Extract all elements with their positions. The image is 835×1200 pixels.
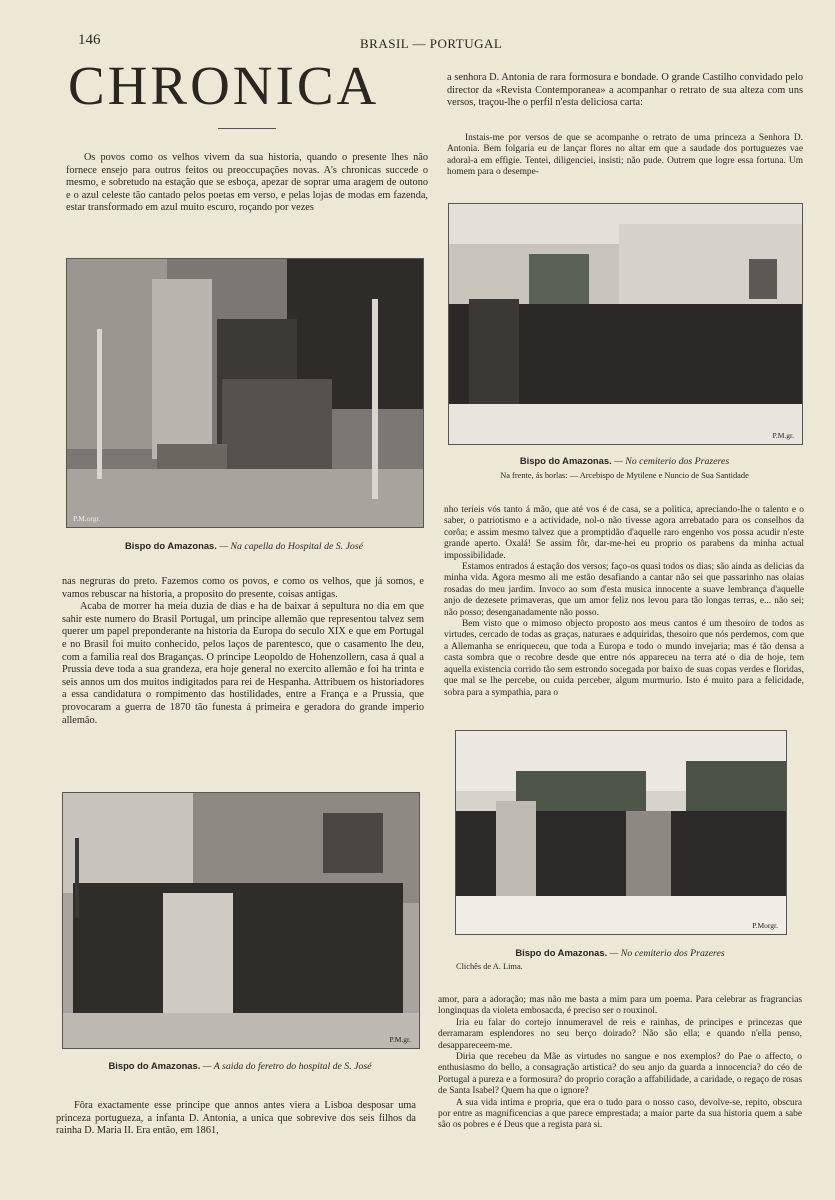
caption-italic: — Na capella do Hospital de S. José <box>219 541 363 552</box>
title-divider <box>218 128 276 129</box>
caption-cemetery-1 <box>448 455 801 468</box>
paragraph: nho terieis vós tanto á mão, que até vos é de casa, se a politica, apreciando-lhe o talento e o saber, o patriotismo e a actividade, nol-o não tivesse agora arrebatado para os conselhos da corôa; e assim mesmo talvez que a promptidão d'aquelle raro engenho vos possa acudir n'este grande aperto. Oxalá! Se assim fôr, dar-me-hei eu proprio os parabens da minha actual impossibilidade. <box>444 505 804 561</box>
caption-bold: Bispo do Amazonas. <box>108 1060 201 1071</box>
paragraph: amor, para a adoração; mas não me basta a mim para um poema. Para celebrar as fragrancias longinquas da violeta embosacda, é preciso ser o rouxinol. <box>438 995 802 1017</box>
caption-bold: Bispo do Amazonas. <box>125 540 217 551</box>
photo-cemetery-1 <box>448 203 803 445</box>
photo-signature: P.Morgr. <box>752 921 778 930</box>
paragraph: Acaba de morrer ha meia duzia de dias e ha de baixar á sepultura no dia em que sahir este numero do Brasil Portugal, um principe allemão que representou talvez sem querer um papel preponderante na historia da Europa do seculo XIX e que em Portugal e no Brasil foi muito conhecido, pelos laços de parentesco, que o casamento lhe deu, com a familia real dos Braganças. O principe Leopoldo de Hohenzollern, casa á qual a Prussia deve toda a sua grandeza, era hoje general no exercito allemão e foi ha trinta e seis annos um dos muitos indigitados para rei de Hespanha. Attribuem os historiadores a essa candidatura o rompimento das hostilidades, entre a França e a Prussia, que provocaram a guerra de 1870 tão funesta á primeira e geradora do grande imperio allemão. <box>62 601 424 726</box>
paragraph: Iria eu falar do cortejo innumeravel de reis e rainhas, de principes e princezas que derramaram esplendores no seu berço doirado? Não são ella; e quando n'ella penso, desappareceem-me. <box>438 1017 802 1051</box>
paragraph: Fôra exactamente esse principe que annos antes viera a Lisboa desposar uma princeza portugueza, a infanta D. Antonia, a unica que sobrevive dos seis filhos da rainha D. Maria II. Era então, em 1861, <box>56 1100 416 1137</box>
running-title: BRASIL — PORTUGAL <box>360 36 503 51</box>
right-column-body <box>444 505 804 699</box>
caption-bold: Bispo do Amazonas. <box>515 947 608 958</box>
caption-italic: — A saida do feretro do hospital de S. José <box>202 1061 372 1072</box>
photo-signature: P.M.orgr. <box>73 514 101 523</box>
caption-cemetery-2 <box>455 947 785 960</box>
photo-cemetery-2 <box>455 730 787 935</box>
caption-bold: Bispo do Amazonas. <box>519 455 612 466</box>
photo-chapel <box>66 258 424 528</box>
left-column-body <box>62 576 424 727</box>
paragraph: Bem visto que o mimoso objecto proposto aos meus cantos é um thesoiro de todos as virtudes, cercado de todas as graças, naturaes e adquiridas, thesoiro que nós perdemos, com que a Allemanha se enriqueceu, que toda a Europa e todo o mundo invejaria; mas é tão densa a casta sombra que o recobre desde que entre nós appareceu na terra até o dia de hoje, tem aquella existencia corrido tão sem estrondo socegada por baixo de suas copas verdes e floridas, que mal se lhe percebe, ou cuida perceber, algum murmurio. Isto é muito para a felicidade, sobra para a sympathia, para o <box>444 619 804 698</box>
caption-saida <box>62 1060 418 1073</box>
article-title: CHRONICA <box>68 55 380 116</box>
photo-signature: P.M.gr. <box>772 431 794 440</box>
page-number: 146 <box>78 32 101 48</box>
caption-chapel <box>66 540 422 553</box>
subcaption-cemetery-1: Na frente, ás borlas: — Arcebispo de Mytilene e Nuncio de Sua Santidade <box>500 471 749 480</box>
quoted-letter <box>447 133 803 179</box>
photo-credit: Clichês de A. Lima. <box>456 962 523 971</box>
photo-signature: P.M.gr. <box>389 1035 411 1044</box>
paragraph: Instais-me por versos de que se acompanhe o retrato de uma princeza a Senhora D. Antonia. Bem folgaria eu de lançar flores no altar em que a saudade dos portuguezes vae adoral-a em effigie. Tentei, diligenciei, insisti; não pude. Outrem que logre essa fortuna. Um homem para o desempe- <box>447 133 803 178</box>
caption-italic: — No cemiterio dos Prazeres <box>609 948 725 959</box>
paragraph: A sua vida intima e propria, que era o tudo para o nosso caso, devolve-se, repito, obscura por entre as magnificencias a que parece emprestada; a maior parte da sua historia quem a sabe são os pobres e é Deus que a regista para si. <box>438 1097 802 1131</box>
left-column-end <box>56 1100 416 1138</box>
right-column-end <box>438 995 802 1132</box>
photo-saida <box>62 792 420 1049</box>
caption-italic: — No cemiterio dos Prazeres <box>614 456 730 467</box>
paragraph: Diria que recebeu da Mãe as virtudes no sangue e nos exemplos? do Pae o affecto, o enthusiasmo do bello, a consagração artistica? do seu anjo da guarda a innocencia? do céo de Portugal a pureza e a formosura? do proprio coração a affabilidade, a caridade, o regaço de rosas de Santa Isabel? Quem ha que o ignore? <box>438 1052 802 1097</box>
paragraph: Os povos como os velhos vivem da sua historia, quando o presente lhes não fornece ensejo para outros feitos ou preoccupações novas. A's chronicas succede o mesmo, e sobretudo na estação que se esboça, apezar de soprar uma aragem de outono e o azul celeste tão cantado pelos poetas em verso, e pelas lojas de modas em fazenda, estar transformado em azul muito escuro, roçando por vezes <box>66 152 428 214</box>
left-column-intro <box>66 152 428 215</box>
paragraph: nas negruras do preto. Fazemos como os povos, e como os velhos, que já somos, e vamos rebuscar na historia, a proposito do presente, coisas antigas. <box>62 576 424 600</box>
right-column-intro <box>447 72 803 110</box>
paragraph: Estamos entrados á estação dos versos; faço-os quasi todos os dias; são ainda as delicias da minha vida. Agora mesmo ali me estão desafiando a cantar não sei que passarinho nas olaias rosadas do meu jardim. Invoco ao som d'esta musica innocente a suave lembrança d'aquelle anjo de dezesete primaveras, que um amor feliz nos levou para tão longas terras, e... não sei; não posso; desenganadamente não posso. <box>444 562 804 618</box>
paragraph: a senhora D. Antonia de rara formosura e bondade. O grande Castilho convidado pelo director da «Revista Contemporanea» a acompanhar o retrato de sua alteza com uns versos, traçou-lhe o perfil n'esta deliciosa carta: <box>447 72 803 109</box>
